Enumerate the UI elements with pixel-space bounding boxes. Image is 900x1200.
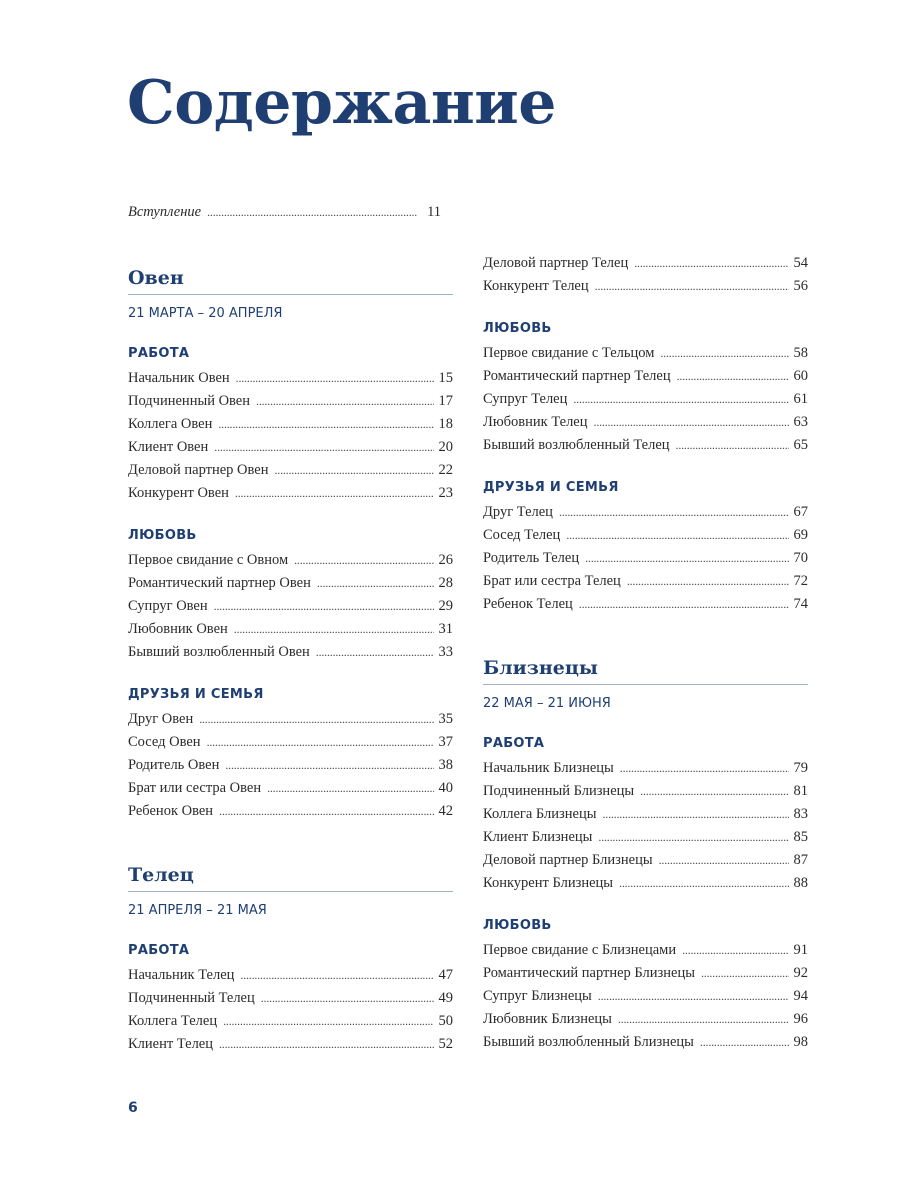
toc-entry[interactable]: [483, 524, 808, 547]
toc-entry-label: Друг Телец: [483, 504, 553, 520]
toc-entry-page: 60: [793, 368, 808, 384]
page-number: 6: [128, 1100, 138, 1116]
dot-leader: [207, 201, 417, 224]
toc-entry[interactable]: [128, 1010, 453, 1033]
dot-leader: [682, 939, 788, 962]
toc-entry-page: 94: [793, 988, 808, 1004]
toc-entry[interactable]: [128, 367, 453, 390]
toc-entry-page: 40: [438, 780, 453, 796]
toc-list: [483, 252, 808, 298]
toc-entry-page: 37: [438, 734, 453, 750]
toc-entry-page: 22: [438, 462, 453, 478]
toc-entry-label: Конкурент Телец: [483, 278, 589, 294]
toc-entry[interactable]: [128, 731, 453, 754]
toc-entry-label: Романтический партнер Овен: [128, 575, 311, 591]
toc-entry-label: Первое свидание с Близнецами: [483, 942, 677, 958]
dot-leader: [199, 708, 433, 731]
dot-leader: [316, 641, 434, 664]
dot-leader: [585, 547, 788, 570]
toc-entry-intro[interactable]: [128, 201, 453, 224]
sign-section-bliznecy: [483, 656, 808, 1054]
sign-section-oven: [128, 266, 453, 823]
toc-entry-page: 61: [793, 391, 808, 407]
toc-entry[interactable]: [483, 365, 808, 388]
toc-entry-label: Деловой партнер Овен: [128, 462, 269, 478]
toc-entry-label: Брат или сестра Телец: [483, 573, 621, 589]
toc-entry-label: Конкурент Близнецы: [483, 875, 614, 891]
sign-section-telec: [128, 863, 453, 1056]
category-heading-family: ДРУЗЬЯ И СЕМЬЯ: [483, 480, 619, 495]
toc-list: [128, 708, 453, 823]
toc-entry[interactable]: [128, 413, 453, 436]
toc-entry[interactable]: [483, 939, 808, 962]
toc-list: [128, 549, 453, 664]
toc-entry-page: 52: [438, 1036, 453, 1052]
toc-entry-page: 49: [438, 990, 453, 1006]
sign-dates: 22 МАЯ – 21 ИЮНЯ: [483, 696, 611, 711]
toc-entry-label: Бывший возлюбленный Близнецы: [483, 1034, 694, 1050]
dot-leader: [579, 593, 789, 616]
dot-leader: [267, 777, 433, 800]
toc-entry-label: Родитель Телец: [483, 550, 580, 566]
toc-entry[interactable]: [483, 757, 808, 780]
toc-entry[interactable]: [483, 411, 808, 434]
toc-entry-page: 96: [793, 1011, 808, 1027]
toc-entry-page: 54: [793, 255, 808, 271]
dot-leader: [218, 413, 433, 436]
toc-entry[interactable]: [483, 342, 808, 365]
toc-entry-page: 87: [793, 852, 808, 868]
toc-entry-label: Клиент Телец: [128, 1036, 213, 1052]
toc-entry-label: Родитель Овен: [128, 757, 220, 773]
dot-leader: [219, 1033, 434, 1056]
toc-entry-page: 79: [793, 760, 808, 776]
dot-leader: [214, 595, 434, 618]
toc-entry[interactable]: [483, 826, 808, 849]
toc-entry[interactable]: [483, 872, 808, 895]
category-heading-family: ДРУЗЬЯ И СЕМЬЯ: [128, 687, 264, 702]
toc-entry[interactable]: [128, 964, 453, 987]
toc-entry-page: 18: [438, 416, 453, 432]
toc-entry-label: Начальник Телец: [128, 967, 235, 983]
toc-entry-page: 11: [427, 204, 442, 220]
toc-entry-label: Ребенок Телец: [483, 596, 573, 612]
dot-leader: [235, 482, 434, 505]
toc-entry[interactable]: [128, 987, 453, 1010]
dot-leader: [223, 1010, 433, 1033]
dot-leader: [602, 803, 788, 826]
toc-entry-page: 65: [793, 437, 808, 453]
dot-leader: [676, 434, 789, 457]
toc-entry[interactable]: [128, 641, 453, 664]
category-heading-love: ЛЮБОВЬ: [483, 321, 552, 336]
dot-leader: [225, 754, 433, 777]
toc-entry-page: 63: [793, 414, 808, 430]
toc-entry-label: Коллега Телец: [128, 1013, 218, 1029]
toc-entry[interactable]: [128, 390, 453, 413]
toc-entry[interactable]: [128, 482, 453, 505]
toc-list: [483, 939, 808, 1054]
dot-leader: [219, 800, 433, 823]
toc-entry[interactable]: [128, 618, 453, 641]
toc-entry-page: 23: [438, 485, 453, 501]
toc-entry-page: 81: [793, 783, 808, 799]
toc-entry[interactable]: [128, 436, 453, 459]
toc-entry-label: Клиент Овен: [128, 439, 209, 455]
toc-entry-page: 50: [438, 1013, 453, 1029]
toc-entry-label: Деловой партнер Близнецы: [483, 852, 653, 868]
toc-entry-page: 20: [438, 439, 453, 455]
toc-entry[interactable]: [483, 252, 808, 275]
toc-entry[interactable]: [483, 275, 808, 298]
toc-entry-label: Первое свидание с Тельцом: [483, 345, 655, 361]
toc-entry-label: Брат или сестра Овен: [128, 780, 262, 796]
toc-entry-page: 98: [793, 1034, 808, 1050]
toc-left-column: [128, 201, 453, 1056]
toc-entry[interactable]: [483, 570, 808, 593]
dot-leader: [598, 985, 789, 1008]
category-heading-work: РАБОТА: [128, 346, 190, 361]
dot-leader: [595, 275, 789, 298]
toc-entry[interactable]: [483, 1008, 808, 1031]
toc-entry-label: Подчиненный Близнецы: [483, 783, 635, 799]
dot-leader: [573, 388, 788, 411]
toc-entry-label: Супруг Овен: [128, 598, 208, 614]
toc-entry-label: Романтический партнер Близнецы: [483, 965, 695, 981]
dot-leader: [236, 367, 434, 390]
toc-entry-label: Конкурент Овен: [128, 485, 229, 501]
toc-entry-label: Коллега Овен: [128, 416, 213, 432]
toc-entry-label: Первое свидание с Овном: [128, 552, 289, 568]
toc-entry-label: Супруг Близнецы: [483, 988, 592, 1004]
dot-leader: [620, 757, 789, 780]
dot-leader: [256, 390, 433, 413]
toc-entry-page: 29: [438, 598, 453, 614]
toc-list: [128, 964, 453, 1056]
toc-entry-page: 33: [438, 644, 453, 660]
toc-entry-label: Начальник Овен: [128, 370, 230, 386]
toc-entry-label: Любовник Овен: [128, 621, 228, 637]
toc-entry-page: 69: [793, 527, 808, 543]
dot-leader: [619, 872, 788, 895]
toc-entry-page: 58: [793, 345, 808, 361]
dot-leader: [261, 987, 434, 1010]
toc-entry-page: 67: [793, 504, 808, 520]
toc-entry[interactable]: [483, 803, 808, 826]
dot-leader: [207, 731, 434, 754]
toc-entry[interactable]: [483, 501, 808, 524]
toc-entry-label: Супруг Телец: [483, 391, 568, 407]
toc-entry[interactable]: [483, 593, 808, 616]
toc-entry-page: 35: [438, 711, 453, 727]
toc-entry-page: 47: [438, 967, 453, 983]
dot-leader: [598, 826, 788, 849]
page-title: Содержание: [127, 68, 556, 138]
toc-entry-page: 17: [438, 393, 453, 409]
dot-leader: [618, 1008, 789, 1031]
toc-entry[interactable]: [128, 754, 453, 777]
toc-entry[interactable]: [128, 459, 453, 482]
toc-entry-label: Вступление: [128, 204, 202, 220]
toc-entry-page: 26: [438, 552, 453, 568]
toc-entry-page: 91: [793, 942, 808, 958]
toc-entry-page: 83: [793, 806, 808, 822]
category-heading-love: ЛЮБОВЬ: [483, 918, 552, 933]
dot-leader: [317, 572, 434, 595]
toc-entry-page: 92: [793, 965, 808, 981]
dot-leader: [660, 342, 788, 365]
toc-entry[interactable]: [128, 708, 453, 731]
toc-entry-page: 28: [438, 575, 453, 591]
category-heading-work: РАБОТА: [128, 943, 190, 958]
dot-leader: [214, 436, 433, 459]
toc-entry-label: Сосед Овен: [128, 734, 201, 750]
toc-entry[interactable]: [128, 777, 453, 800]
toc-entry[interactable]: [483, 962, 808, 985]
dot-leader: [640, 780, 788, 803]
toc-entry[interactable]: [483, 985, 808, 1008]
toc-entry-page: 31: [438, 621, 453, 637]
dot-leader: [294, 549, 433, 572]
toc-entry[interactable]: [483, 547, 808, 570]
toc-entry-page: 88: [793, 875, 808, 891]
sign-dates: 21 АПРЕЛЯ – 21 МАЯ: [128, 903, 267, 918]
toc-entry-label: Бывший возлюбленный Овен: [128, 644, 310, 660]
toc-entry-label: Деловой партнер Телец: [483, 255, 629, 271]
toc-entry-page: 38: [438, 757, 453, 773]
toc-entry[interactable]: [128, 572, 453, 595]
toc-entry[interactable]: [128, 595, 453, 618]
toc-entry[interactable]: [128, 1033, 453, 1056]
dot-leader: [627, 570, 789, 593]
toc-entry-label: Друг Овен: [128, 711, 194, 727]
toc-entry[interactable]: [483, 849, 808, 872]
dot-leader: [634, 252, 788, 275]
toc-entry-label: Коллега Близнецы: [483, 806, 597, 822]
toc-list: [128, 367, 453, 505]
toc-entry-label: Начальник Близнецы: [483, 760, 614, 776]
toc-entry-label: Бывший возлюбленный Телец: [483, 437, 670, 453]
toc-entry-label: Подчиненный Овен: [128, 393, 251, 409]
dot-leader: [566, 524, 788, 547]
toc-entry-page: 70: [793, 550, 808, 566]
toc-entry-label: Любовник Близнецы: [483, 1011, 612, 1027]
toc-entry[interactable]: [483, 780, 808, 803]
sign-dates: 21 МАРТА – 20 АПРЕЛЯ: [128, 306, 283, 321]
toc-entry-label: Клиент Близнецы: [483, 829, 593, 845]
toc-entry[interactable]: [483, 1031, 808, 1054]
toc-entry-page: 72: [793, 573, 808, 589]
toc-right-column: [483, 252, 808, 1054]
dot-leader: [559, 501, 789, 524]
dot-leader: [659, 849, 789, 872]
category-heading-work: РАБОТА: [483, 736, 545, 751]
toc-list: [483, 757, 808, 895]
toc-entry-page: 74: [793, 596, 808, 612]
toc-entry-label: Ребенок Овен: [128, 803, 214, 819]
toc-entry-label: Сосед Телец: [483, 527, 561, 543]
sign-heading: Близнецы: [483, 656, 808, 685]
dot-leader: [677, 365, 789, 388]
dot-leader: [234, 618, 434, 641]
toc-entry[interactable]: [483, 434, 808, 457]
dot-leader: [240, 964, 433, 987]
toc-entry-page: 56: [793, 278, 808, 294]
dot-leader: [701, 962, 789, 985]
sign-heading: Телец: [128, 863, 453, 892]
toc-list: [483, 342, 808, 457]
toc-entry[interactable]: [128, 549, 453, 572]
toc-entry-page: 42: [438, 803, 453, 819]
toc-entry[interactable]: [483, 388, 808, 411]
toc-entry-page: 85: [793, 829, 808, 845]
sign-heading: Овен: [128, 266, 453, 295]
toc-entry-page: 15: [438, 370, 453, 386]
toc-entry-label: Любовник Телец: [483, 414, 588, 430]
dot-leader: [594, 411, 789, 434]
toc-entry-label: Подчиненный Телец: [128, 990, 255, 1006]
category-heading-love: ЛЮБОВЬ: [128, 528, 197, 543]
toc-list: [483, 501, 808, 616]
toc-entry-label: Романтический партнер Телец: [483, 368, 671, 384]
toc-entry[interactable]: [128, 800, 453, 823]
dot-leader: [700, 1031, 789, 1054]
dot-leader: [274, 459, 433, 482]
